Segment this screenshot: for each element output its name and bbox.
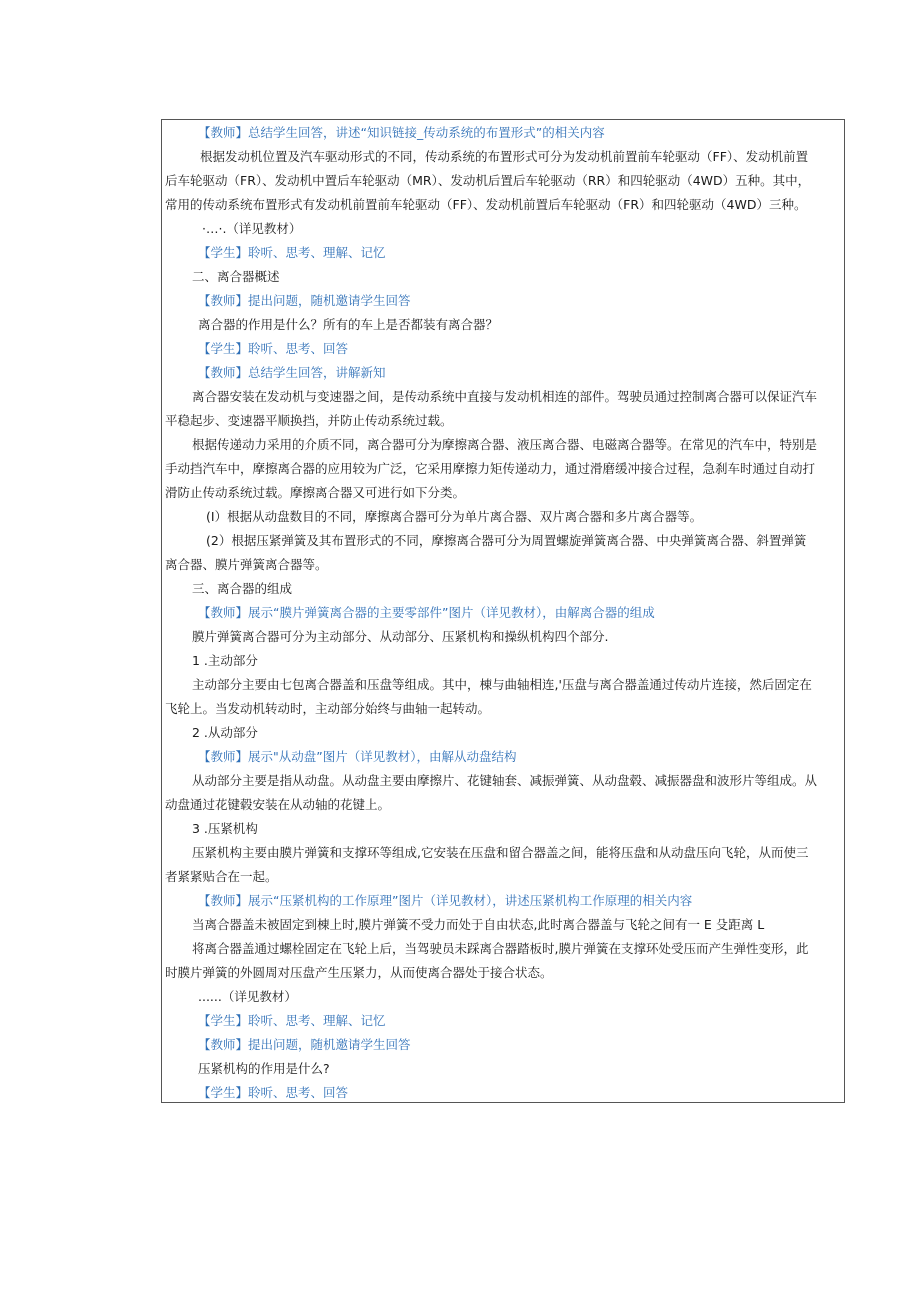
subsection-heading: 2 .从动部分: [192, 725, 258, 740]
paragraph-line: 膜片弹簧离合器可分为主动部分、从动部分、压紧机构和操纵机构四个部分.: [192, 629, 609, 644]
paragraph-line: 时膜片弹簧的外圆周对压盘产生压紧力，从而使离合器处于接合状态。: [165, 965, 553, 980]
section-heading: 三、离合器的组成: [192, 581, 293, 596]
paragraph-line: 离合器、膜片弹簧离合器等。: [165, 557, 328, 572]
teacher-note: 【教师】提出问题，随机邀请学生回答: [198, 1037, 411, 1052]
student-note: 【学生】聆听、思考、理解、记忆: [198, 245, 386, 260]
question-line: 压紧机构的作用是什么?: [198, 1061, 330, 1076]
paragraph-line: 从动部分主要是指从动盘。从动盘主要由摩擦片、花键轴套、减振弹簧、从动盘毂、减振器盘和波形片等组成。从: [192, 773, 818, 788]
paragraph-line: 主动部分主要由七包离合器盖和压盘等组成。其中，棟与曲轴相连,'压盘与离合器盖通过传动片连接，然后固定在: [192, 677, 812, 692]
paragraph-line: 将离合器盖通过螺栓固定在飞轮上后，当驾驶员未踩离合器踏板时,膜片弹簧在支撑环处受压而产生弹性变形，此: [192, 941, 809, 956]
teacher-note: 【教师】提出问题，随机邀请学生回答: [198, 293, 411, 308]
paragraph-line: 动盘通过花键毂安装在从动轴的花键上。: [165, 797, 391, 812]
list-item: (I）根据从动盘数目的不同，摩擦离合器可分为单片离合器、双片离合器和多片离合器等。: [206, 509, 703, 524]
paragraph-line: 常用的传动系统布置形式有发动机前置前车轮驱动（FF）、发动机前置后车轮驱动（FR）和四轮驱动（4WD）三种。: [165, 197, 807, 212]
list-item: (2）根据压紧弹簧及其布置形式的不同，摩擦离合器可分为周置螺旋弹簧离合器、中央弹簧离合器、斜置弹簧: [206, 533, 807, 548]
teacher-note: 【教师】展示"从动盘”图片（详见教材），由解从动盘结构: [198, 749, 517, 764]
teacher-note: 【教师】展示“膜片弹簧离合器的主要零部件”图片（详见教材），由解离合器的组成: [198, 605, 655, 620]
teacher-note: 【教师】总结学生回答，讲述“知识链接_传动系统的布置形式”的相关内容: [198, 125, 605, 140]
student-note: 【学生】聆听、思考、回答: [198, 341, 349, 356]
student-note: 【学生】聆听、思考、理解、记忆: [198, 1013, 386, 1028]
paragraph-line: 飞轮上。当发动机转动时，主动部分始终与曲轴一起转动。: [165, 701, 491, 716]
teacher-note: 【教师】展示“压紧机构的工作原理”图片（详见教材），讲述压紧机构工作原理的相关内容: [198, 893, 693, 908]
teacher-note: 【教师】总结学生回答，讲解新知: [198, 365, 386, 380]
paragraph-line: 滑防止传动系统过载。摩擦离合器又可进行如下分类。: [165, 485, 466, 500]
paragraph-line: 压紧机构主要由膜片弹簧和支撑环等组成,它安装在压盘和留合器盖之间，能将压盘和从动盘压向飞轮，从而使三: [192, 845, 809, 860]
paragraph-line: 根据发动机位置及汽车驱动形式的不同，传动系统的布置形式可分为发动机前置前车轮驱动（FF）、发动机前置: [200, 149, 809, 164]
subsection-heading: 1 .主动部分: [192, 653, 258, 668]
subsection-heading: 3 .压紧机构: [192, 821, 258, 836]
lesson-content-box: [161, 119, 845, 1103]
paragraph-line: 者紧紧贴合在一起。: [165, 869, 278, 884]
section-heading: 二、离合器概述: [192, 269, 280, 284]
paragraph-line: 后车轮驱动（FR）、发动机中置后车轮驱动（MR）、发动机后置后车轮驱动（RR）和四轮驱动（4WD）五种。其中，: [165, 173, 811, 188]
student-note: 【学生】聆听、思考、回答: [198, 1085, 349, 1100]
paragraph-line: 平稳起步、变速器平顺换挡，并防止传动系统过载。: [165, 413, 453, 428]
see-textbook-note: ......（详见教材）: [198, 989, 297, 1004]
see-textbook-note: ·…·.（详见教材）: [202, 221, 302, 236]
paragraph-line: 离合器安装在发动机与变速器之间，是传动系统中直接与发动机相连的部件。驾驶员通过控制离合器可以保证汽车: [192, 389, 818, 404]
paragraph-line: 当离合器盖未被固定到棟上时,膜片弹簧不受力而处于自由状态,此时离合器盖与飞轮之间有一 E 殳距离 L: [192, 917, 765, 932]
paragraph-line: 手动挡汽车中，摩擦离合器的应用较为广泛，它采用摩擦力矩传递动力，通过滑磨缓冲接合过程，急刹车时通过自动打: [165, 461, 816, 476]
paragraph-line: 根据传递动力采用的介质不同，离合器可分为摩擦离合器、液压离合器、电磁离合器等。在常见的汽车中，特别是: [192, 437, 818, 452]
question-line: 离合器的作用是什么？所有的车上是否都装有离合器？: [198, 317, 499, 332]
